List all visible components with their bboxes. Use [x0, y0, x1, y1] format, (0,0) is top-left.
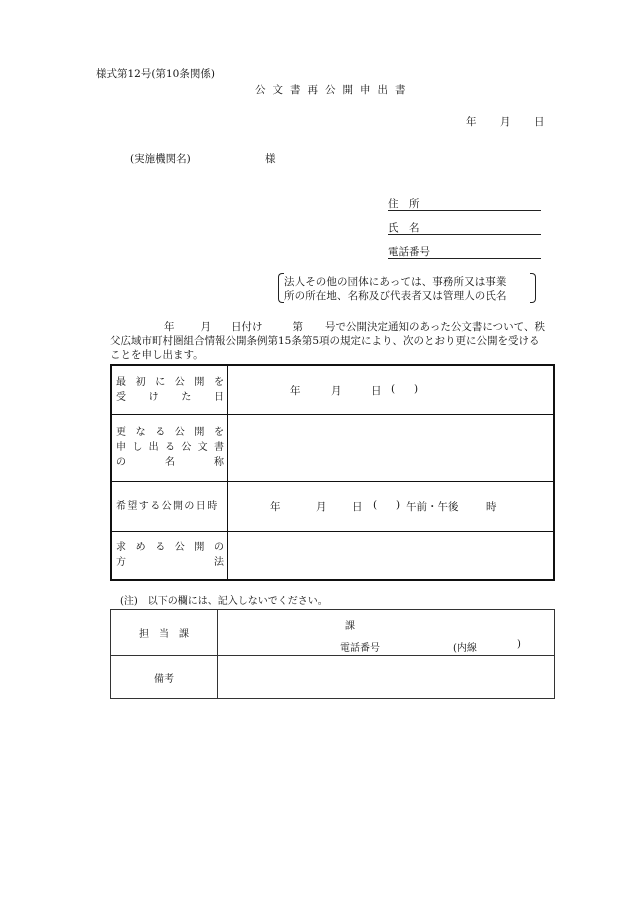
address-label: 住 所 [388, 198, 420, 210]
remarks-value-cell [218, 656, 555, 699]
label-char: 書 [213, 442, 224, 453]
label-char: る [155, 427, 166, 438]
row3-ampm: 午前・午後 [406, 501, 459, 513]
address-field[interactable] [388, 196, 541, 211]
label-char: 開 [194, 376, 205, 388]
remarks-label: 備考 [154, 673, 174, 685]
phone-label: 電話番号 [388, 246, 430, 258]
label-char: 求 [116, 542, 126, 554]
request-table [110, 364, 555, 581]
label-char: の [116, 457, 126, 468]
table-row [111, 656, 555, 699]
intro-month: 月 [200, 321, 211, 333]
intro-line2: 父広域市町村圏組合情報公開条例第15条第5項の規定により、次のとおり更に公開を受ける [110, 335, 540, 347]
label-char: 公 [174, 376, 185, 388]
row1-label-line1 [116, 375, 224, 390]
table-row [111, 414, 554, 481]
table-row [111, 531, 554, 580]
extension-open: (内線 [453, 642, 477, 654]
office-phone-label: 電話番号 [340, 642, 380, 654]
row1-month: 月 [331, 384, 342, 397]
intro-paragraph [110, 320, 568, 362]
label-char: 日 [213, 391, 224, 403]
label-char: 受 [116, 391, 126, 403]
row2-label-line3 [116, 455, 224, 470]
label-char: 申 [116, 442, 126, 453]
row1-paren-open: ( [391, 382, 396, 395]
corporation-note-line1: 法人その他の団体にあっては、事務所又は事業 [284, 276, 507, 288]
label-char: 文 [197, 442, 208, 453]
document-name-label [111, 414, 228, 481]
extension-close: ) [517, 638, 521, 650]
label-char: 最 [116, 376, 126, 388]
label-char: る [155, 542, 166, 554]
form-number: 様式第12号(第10条関係) [96, 68, 215, 80]
desired-datetime-label: 希望する公開の日時 [111, 481, 228, 531]
label-char: 公 [174, 542, 185, 554]
intro-day: 日付け [231, 321, 263, 333]
label-char: 法 [214, 557, 224, 569]
ka-label: 課 [345, 620, 355, 632]
intro-line1 [110, 320, 568, 334]
row2-label-line2 [116, 440, 224, 455]
tanto-value-cell [218, 610, 555, 656]
corporation-note [278, 273, 536, 303]
row3-paren-open: ( [373, 499, 378, 511]
label-char: 開 [194, 542, 205, 554]
label-char: る [164, 442, 175, 453]
label-char: 初 [135, 376, 146, 388]
date-month-label: 月 [500, 116, 511, 128]
addressee-honorific: 様 [265, 153, 276, 165]
name-label: 氏 名 [388, 222, 420, 234]
label-char: し [132, 442, 143, 453]
remarks-label-cell [111, 656, 218, 699]
desired-datetime-value[interactable] [228, 481, 555, 531]
first-disclosure-date-value[interactable] [228, 365, 555, 414]
phone-field[interactable] [388, 244, 541, 259]
intro-no: 第 [292, 321, 303, 333]
office-use-table [110, 609, 555, 699]
label-char: 公 [174, 427, 185, 438]
label-char: た [181, 391, 192, 403]
intro-line3: ことを申し出ます。 [110, 349, 204, 361]
row1-day: 日 [371, 384, 382, 397]
row1-paren-close: ) [414, 382, 419, 395]
label-char: 名 [165, 457, 175, 468]
label-char: に [155, 376, 166, 388]
label-char: め [135, 542, 146, 554]
row3-month: 月 [316, 501, 327, 513]
tanto-label: 担 当 課 [139, 629, 189, 640]
row3-paren-close: ) [396, 499, 401, 511]
date-day-label: 日 [534, 116, 545, 128]
label-char: 称 [214, 457, 224, 468]
right-bracket [530, 273, 536, 303]
row1-label-line2 [116, 390, 224, 405]
intro-year: 年 [164, 321, 175, 333]
label-char: を [213, 376, 224, 388]
row4-label-line2 [116, 555, 224, 570]
row3-year: 年 [270, 501, 281, 513]
addressee-org: (実施機関名) [130, 153, 191, 165]
row4-label-line1 [116, 540, 224, 555]
label-char: 更 [116, 427, 126, 438]
name-field[interactable] [388, 220, 541, 235]
label-char: の [213, 542, 224, 554]
page-title: 公文書再公開申出書 [255, 84, 413, 96]
table-row [111, 481, 554, 531]
label-char: 出 [148, 442, 159, 453]
label-char: を [213, 427, 224, 438]
label-char: 開 [194, 427, 205, 438]
method-value[interactable] [228, 531, 555, 580]
tanto-label-cell [111, 610, 218, 656]
document-name-value[interactable] [228, 414, 555, 481]
label-char: 方 [116, 557, 126, 569]
label-char: な [135, 427, 146, 438]
intro-rest: 号で公開決定通知のあった公文書について、秩 [325, 321, 545, 333]
row3-hour: 時 [486, 501, 497, 513]
table-row [111, 610, 555, 656]
row3-day: 日 [352, 501, 363, 513]
note-text: (注) 以下の欄には、記入しないでください。 [120, 596, 328, 607]
row1-year: 年 [290, 384, 301, 397]
date-year-label: 年 [466, 116, 477, 128]
label-char: け [148, 391, 159, 403]
method-label [111, 531, 228, 580]
table-row [111, 365, 554, 414]
label-char: 公 [181, 442, 192, 453]
first-disclosure-date-label [111, 365, 228, 414]
row2-label-line1 [116, 425, 224, 440]
corporation-note-line2: 所の所在地、名称及び代表者又は管理人の氏名 [284, 290, 507, 302]
